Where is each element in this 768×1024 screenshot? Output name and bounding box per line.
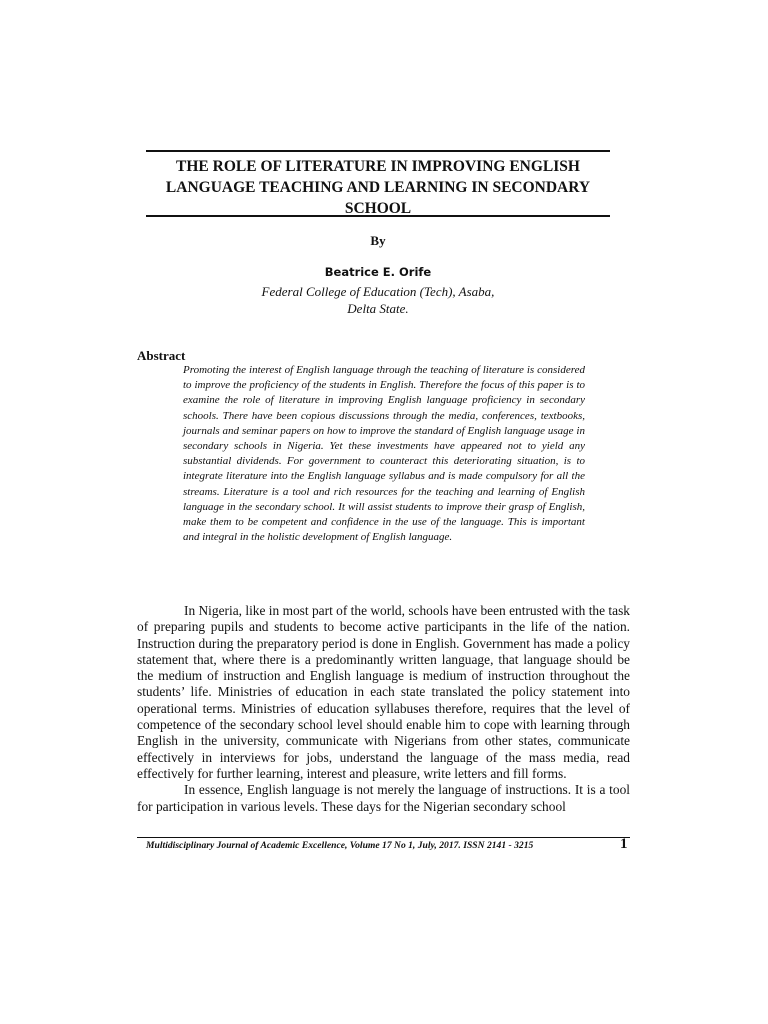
title-line: THE ROLE OF LITERATURE IN IMPROVING ENGLISH [176, 158, 580, 175]
abstract-heading: Abstract [137, 348, 186, 363]
author-affiliation [146, 284, 610, 317]
affiliation-line: Delta State. [347, 300, 409, 316]
journal-footer: Multidisciplinary Journal of Academic Excellence, Volume 17 No 1, July, 2017. ISSN 2141 - 3215 [146, 840, 534, 851]
title-top-rule [146, 150, 610, 152]
body-paragraph: In Nigeria, like in most part of the world, schools have been entrusted with the task of preparing pupils and students to become active participants in the life of the nation. Instruction during the preparatory period is done in English. Government has made a policy statement that, where there is a predominantly written language, that language should be the medium of instruction and English language is medium of instruction throughout the students’ life. Ministries of education in each state translated the policy statement into operational terms. Ministries of education syllabuses therefore, requires that the level of competence of the secondary school level should enable him to cope with learning through English in the university, communicate with Nigerians from other states, communicate effectively in interviews for jobs, understand the language of the mass media, read effectively for further learning, interest and pleasure, write letters and fill forms. [137, 603, 630, 781]
paper-title [146, 156, 610, 219]
body-text [137, 603, 630, 815]
abstract-text: Promoting the interest of English language through the teaching of literature is considered to improve the proficiency of the students in English. Therefore the focus of this paper is to examine the role of literature in improving English language proficiency in secondary schools. There have been copious discussions through the media, conferences, textbooks, journals and seminar papers on how to improve the standard of English language usage in secondary schools in Nigeria. Yet these investments have appeared not to yield any substantial dividends. For government to counteract this deteriorating situation, is to integrate literature into the English language syllabus and is made compulsory for all the streams. Literature is a tool and rich resources for the teaching and learning of English language in the secondary school. It will assist students to improve their grasp of English, make them to be competent and confidence in the use of the language. This is important and integral in the holistic development of English language. [183, 364, 585, 544]
author-name: Beatrice E. Orife [324, 265, 432, 279]
page-number: 1 [620, 836, 628, 852]
title-line: SCHOOL [344, 200, 412, 217]
title-line: LANGUAGE TEACHING AND LEARNING IN SECONDARY [165, 179, 591, 196]
affiliation-line: Federal College of Education (Tech), Asaba, [261, 284, 495, 299]
footer-rule [137, 837, 630, 838]
title-bottom-rule [146, 215, 610, 217]
body-paragraph: In essence, English language is not merely the language of instructions. It is a tool for participation in various levels. These days for the Nigerian secondary school [137, 782, 630, 814]
by-line: By [370, 233, 386, 248]
